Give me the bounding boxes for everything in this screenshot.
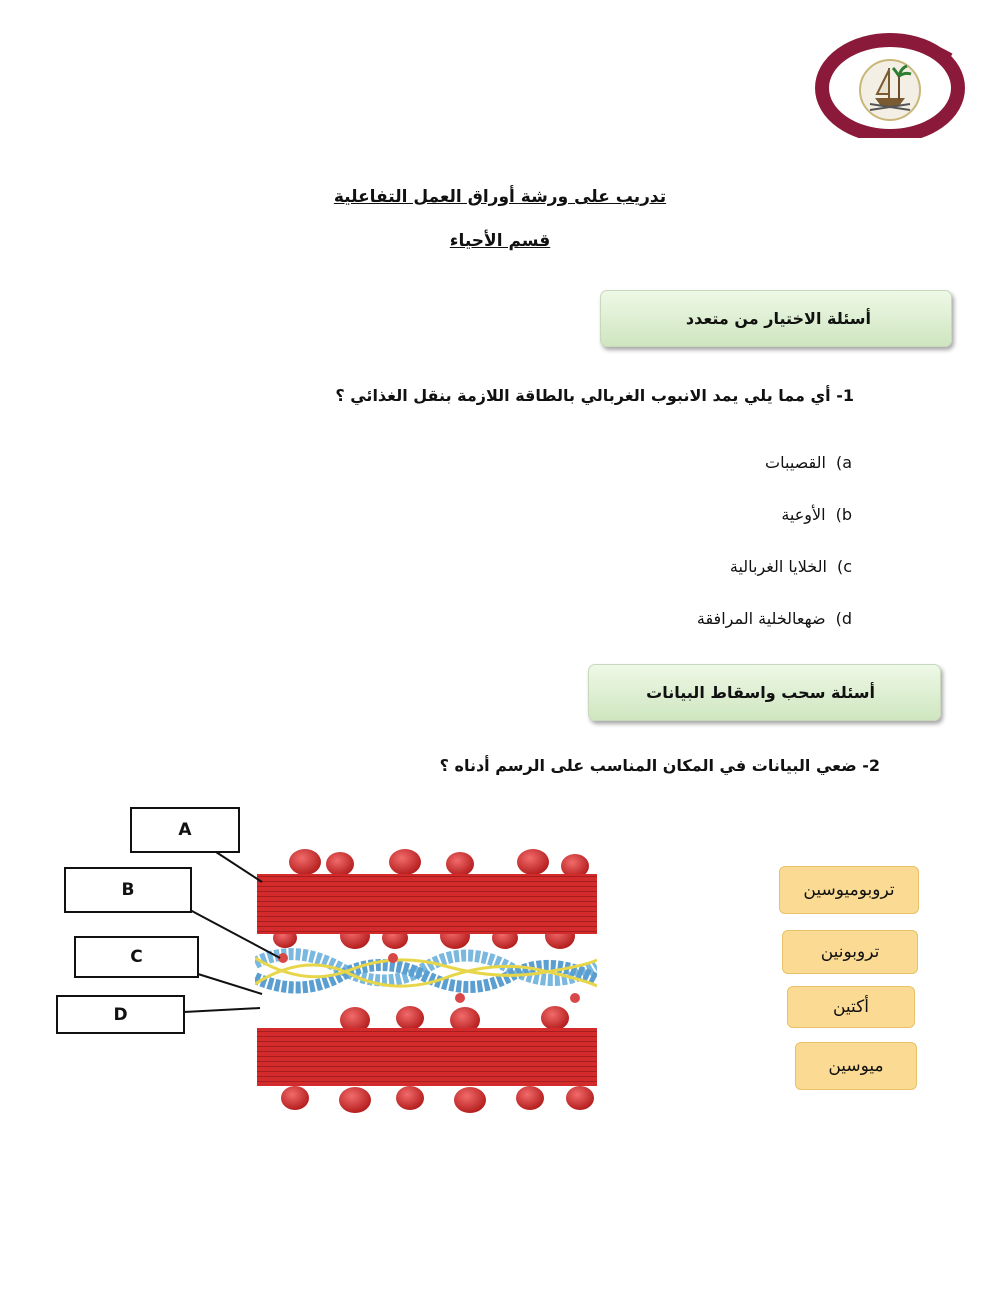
chip-troponin[interactable] <box>782 930 918 974</box>
drop-target-c[interactable] <box>74 936 199 978</box>
chip-tropomyosin-label: تروبوميوسين <box>803 880 895 900</box>
chip-myosin[interactable] <box>795 1042 917 1090</box>
drop-target-c-label: C <box>130 947 143 967</box>
chip-actin-label: أكتين <box>832 997 870 1017</box>
chip-myosin-label: ميوسين <box>828 1056 884 1076</box>
option-b-letter: b) <box>835 505 852 524</box>
drop-target-b-label: B <box>121 880 135 900</box>
worksheet-title: تدريب على ورشة أوراق العمل التفاعلية <box>333 187 667 207</box>
drop-target-a-label: A <box>178 820 192 840</box>
chip-actin[interactable] <box>787 986 915 1028</box>
option-d-letter: d) <box>835 609 852 628</box>
option-b-text: الأوعية <box>781 505 826 524</box>
chip-troponin-label: تروبونين <box>820 942 880 962</box>
question-1-text: 1- أي مما يلي يمد الانبوب الغربالي بالطاقة اللازمة بنقل الغذائي ؟ <box>335 386 854 405</box>
mcq-section-label: أسئلة الاختيار من متعدد <box>685 309 871 328</box>
department-title: قسم الأحياء <box>449 231 551 251</box>
drop-target-d-label: D <box>113 1004 128 1025</box>
drop-target-a[interactable] <box>130 807 240 853</box>
option-c-letter: c) <box>836 557 852 576</box>
question-2-text: 2- ضعي البيانات في المكان المناسب على الرسم أدناه ؟ <box>439 756 880 775</box>
option-a-text: القصيبات <box>765 453 826 472</box>
option-c-text: الخلايا الغربالية <box>729 557 827 576</box>
drop-target-b[interactable] <box>64 867 192 913</box>
drop-target-d[interactable] <box>56 995 185 1034</box>
dragdrop-section-label: أسئلة سحب واسقاط البيانات <box>646 683 875 702</box>
option-a-letter: a) <box>835 453 852 472</box>
chip-tropomyosin[interactable] <box>779 866 919 914</box>
option-d-text: ضهعالخلية المرافقة <box>696 609 826 628</box>
